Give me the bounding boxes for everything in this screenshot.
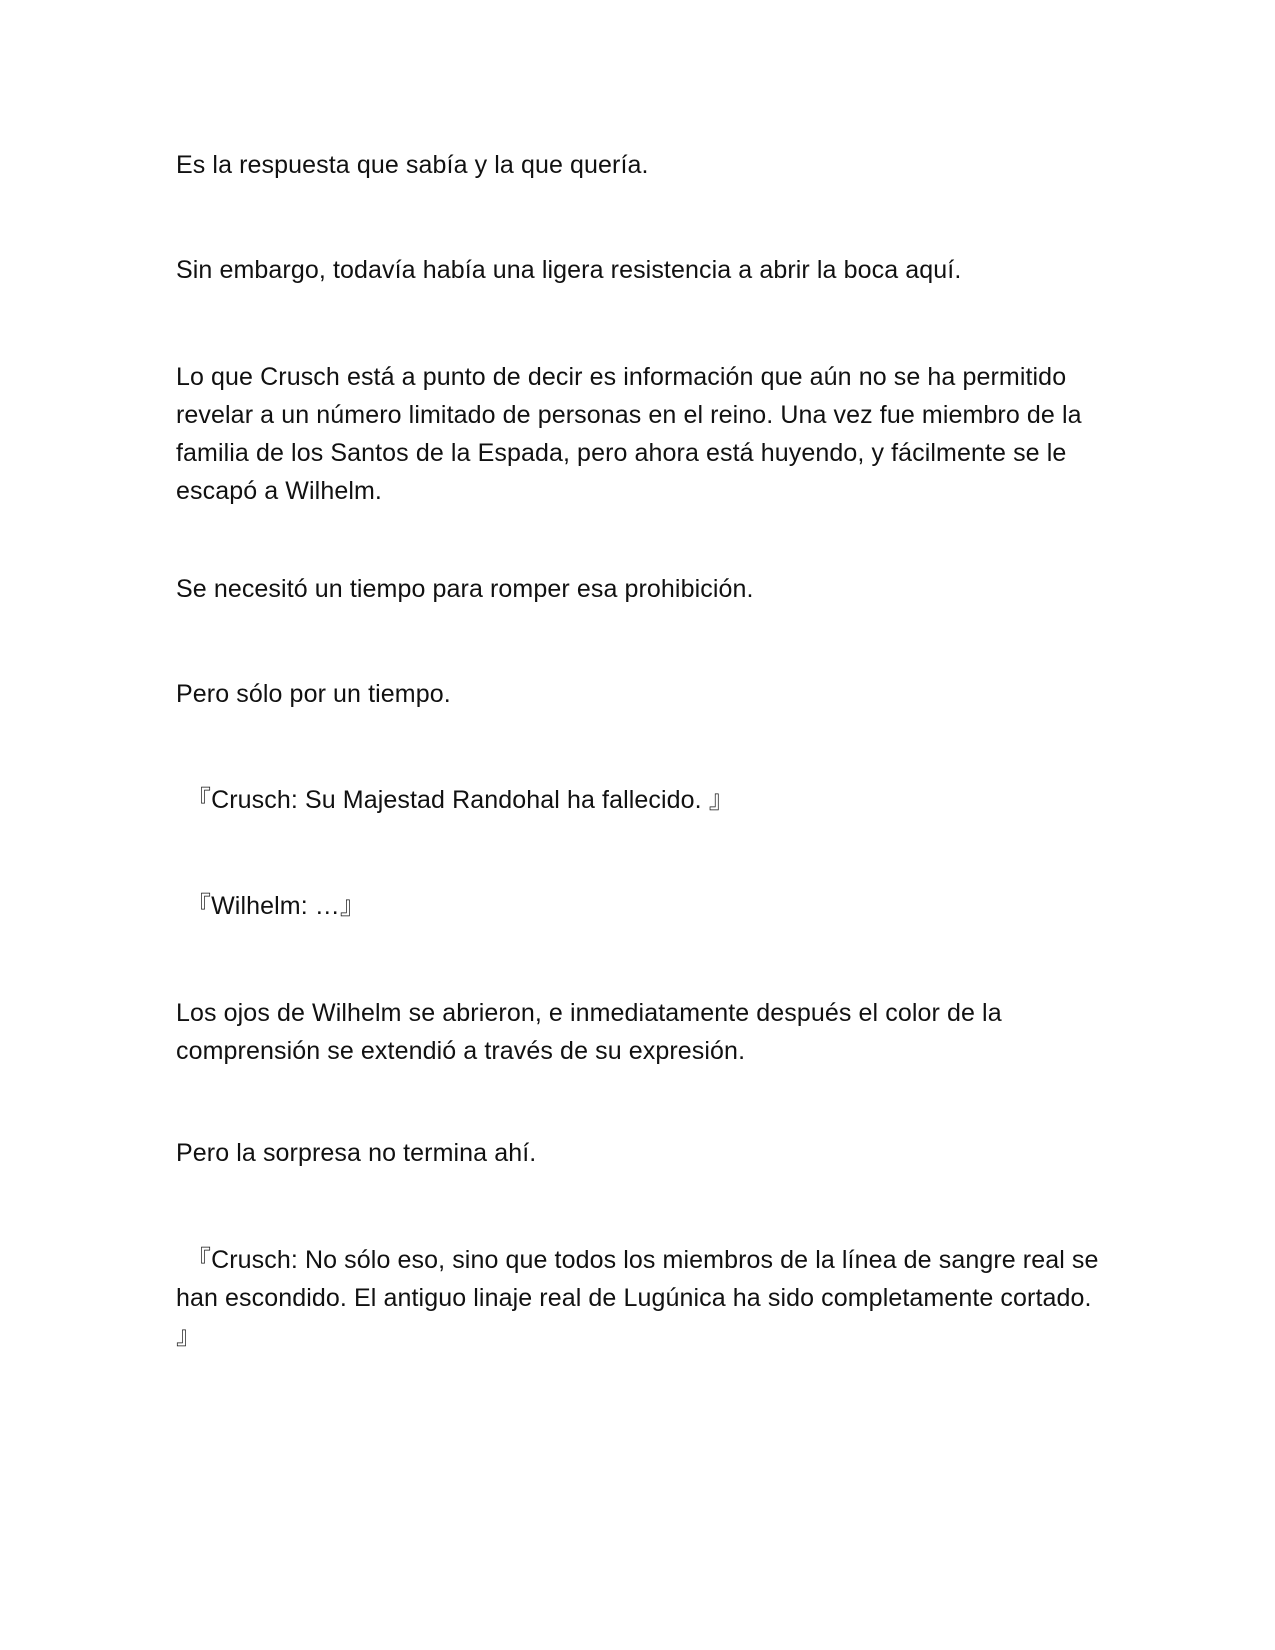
dialogue-crusch-1: 『Crusch: Su Majestad Randohal ha fallecido. 』 (186, 786, 734, 814)
paragraph-9: Pero la sorpresa no termina ahí. (176, 1139, 537, 1167)
paragraph-3: Lo que Crusch está a punto de decir es información que aún no se ha permitido revelar a un número limitado de personas en el reino. Una vez fue miembro de la familia de los Santos de la Espada, pero ahora está huyendo, y fácilmente se le escapó a Wilhelm. (176, 363, 1082, 505)
paragraph-1: Es la respuesta que sabía y la que quería. (176, 151, 649, 179)
paragraph-8: Los ojos de Wilhelm se abrieron, e inmediatamente después el color de la comprensión se extendió a través de su expresión. (176, 999, 1002, 1065)
paragraph-2: Sin embargo, todavía había una ligera resistencia a abrir la boca aquí. (176, 256, 962, 284)
dialogue-wilhelm: 『Wilhelm: …』 (186, 892, 365, 920)
dialogue-crusch-2: 『Crusch: No sólo eso, sino que todos los miembros de la línea de sangre real se han escondido. El antiguo linaje real de Lugúnica ha sido completamente cortado. 』 (176, 1246, 1099, 1350)
paragraph-4: Se necesitó un tiempo para romper esa prohibición. (176, 575, 754, 603)
paragraph-5: Pero sólo por un tiempo. (176, 680, 451, 708)
